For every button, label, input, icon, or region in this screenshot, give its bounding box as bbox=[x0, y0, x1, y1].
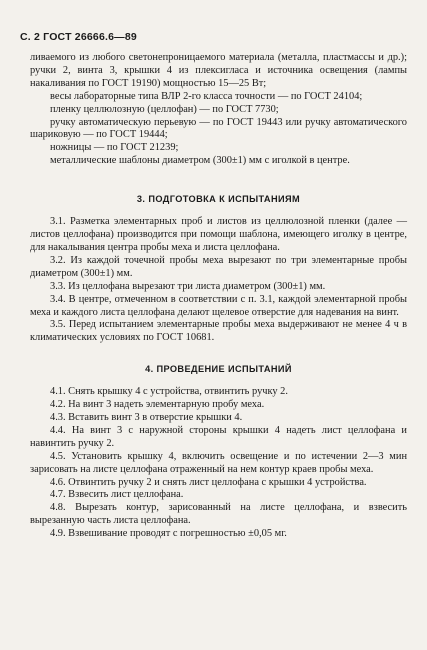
paragraph-3-2: 3.2. Из каждой точечной пробы меха вырезают по три элементарные пробы диаметром (300±1) мм. bbox=[30, 254, 407, 279]
section-3-heading: 3. ПОДГОТОВКА К ИСПЫТАНИЯМ bbox=[136, 194, 301, 205]
paragraph-4-8: 4.8. Вырезать контур, зарисованный на листе целлофана, и взвесить вырезанную часть листа целлофана. bbox=[30, 502, 407, 527]
page-header: С. 2 ГОСТ 26666.6—89 bbox=[20, 31, 137, 43]
section-4-heading: 4. ПРОВЕДЕНИЕ ИСПЫТАНИЙ bbox=[145, 364, 292, 375]
paragraph-4-9: 4.9. Взвешивание проводят с погрешностью ±0,05 мг. bbox=[50, 528, 287, 540]
paragraph-3-5: 3.5. Перед испытанием элементарные пробы меха выдерживают не менее 4 ч в климатических условиях по ГОСТ 10681. bbox=[30, 319, 407, 344]
paragraph-4-6: 4.6. Отвинтить ручку 2 и снять лист целлофана с крышки 4 устройства. bbox=[50, 476, 367, 488]
paragraph-4-5: 4.5. Установить крышку 4, включить освещение и по истечении 2—3 мин зарисовать на листе целлофана отраженный на нем контур краев пробы меха. bbox=[30, 450, 407, 475]
intro-paragraph-5: ножницы — по ГОСТ 21239; bbox=[50, 142, 179, 154]
paragraph-3-4: 3.4. В центре, отмеченном в соответствии с п. 3.1, каждой элементарной пробы меха и каждого листа целлофана делают щелевое отверстие для надевания на винт. bbox=[30, 293, 407, 318]
intro-paragraph-3: пленку целлюлозную (целлофан) — по ГОСТ 7730; bbox=[50, 103, 279, 115]
intro-paragraph-6: металлические шаблоны диаметром (300±1) мм с иголкой в центре. bbox=[50, 155, 350, 167]
paragraph-3-1: 3.1. Разметка элементарных проб и листов из целлюлозной пленки (далее — листов целлофана) производится при помощи шаблона, имеющего иголку в центре, для накалывания центра пробы меха и листа целлофана. bbox=[30, 216, 407, 253]
intro-paragraph-2: весы лабораторные типа ВЛР 2-го класса точности — по ГОСТ 24104; bbox=[50, 90, 363, 102]
paragraph-4-7: 4.7. Взвесить лист целлофана. bbox=[50, 489, 184, 501]
intro-paragraph-1: ливаемого из любого светонепроницаемого материала (металла, пластмассы и др.); ручки 2, винта 3, крышки 4 из плексигласа и источника освещения (лампы накаливания по ГОСТ 19190) мощностью 15—25 Вт; bbox=[30, 52, 407, 89]
paragraph-4-2: 4.2. На винт 3 надеть элементарную пробу меха. bbox=[50, 399, 265, 411]
paragraph-4-1: 4.1. Снять крышку 4 с устройства, отвинтить ручку 2. bbox=[50, 386, 288, 398]
paragraph-3-3: 3.3. Из целлофана вырезают три листа диаметром (300±1) мм. bbox=[50, 280, 326, 292]
paragraph-4-3: 4.3. Вставить винт 3 в отверстие крышки 4. bbox=[50, 412, 243, 424]
paragraph-4-4: 4.4. На винт 3 с наружной стороны крышки 4 надеть лист целлофана и навинтить ручку 2. bbox=[30, 424, 407, 449]
document-body bbox=[30, 52, 407, 541]
intro-paragraph-4: ручку автоматическую перьевую — по ГОСТ 19443 или ручку автоматического шариковую — по ГОСТ 19444; bbox=[30, 116, 407, 141]
